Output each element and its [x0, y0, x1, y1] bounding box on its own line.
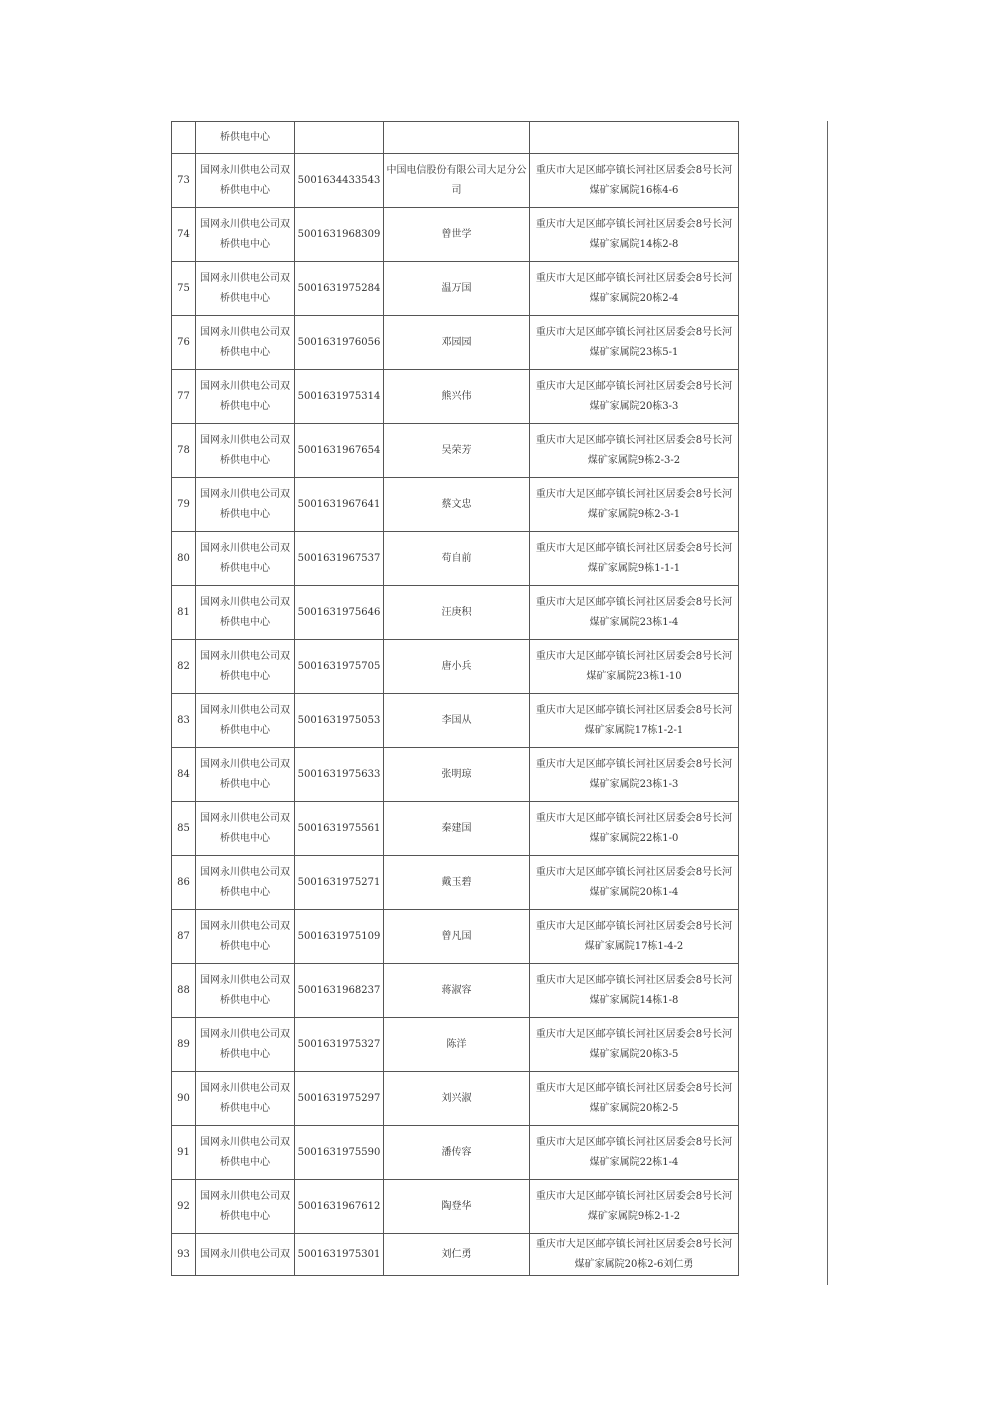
table-row [172, 316, 739, 370]
cell-account [295, 1126, 384, 1180]
table-row [172, 586, 739, 640]
cell-no [172, 154, 196, 208]
table-row [172, 640, 739, 694]
cell-address [530, 586, 739, 640]
cell-no-line-1: 85 [177, 822, 190, 834]
cell-org-line-1: 国网永川供电公司双 [200, 812, 290, 824]
cell-name [384, 478, 530, 532]
cell-no [172, 586, 196, 640]
cell-name [384, 1180, 530, 1234]
cell-org-line-1: 国网永川供电公司双 [200, 326, 290, 338]
cell-no-line-1: 80 [177, 552, 190, 564]
cell-address [530, 640, 739, 694]
cell-address-line-2: 煤矿家属院9栋2-3-1 [587, 508, 681, 520]
cell-address-line-2: 煤矿家属院9栋2-1-2 [587, 1210, 681, 1222]
cell-account [295, 640, 384, 694]
cell-account [295, 802, 384, 856]
cell-address-line-1: 重庆市大足区邮亭镇长河社区居委会8号长河 [535, 164, 733, 176]
cell-address-line-1: 重庆市大足区邮亭镇长河社区居委会8号长河 [535, 1136, 733, 1148]
cell-name [384, 1126, 530, 1180]
cell-no [172, 208, 196, 262]
cell-org [196, 532, 295, 586]
cell-org-line-1: 国网永川供电公司双 [200, 1190, 290, 1202]
cell-account-line-1: 5001631975561 [297, 822, 381, 834]
cell-name [384, 316, 530, 370]
cell-org [196, 748, 295, 802]
cell-address [530, 694, 739, 748]
cell-org-line-2: 桥供电中心 [220, 670, 270, 682]
cell-name [384, 856, 530, 910]
cell-address-line-1: 重庆市大足区邮亭镇长河社区居委会8号长河 [535, 542, 733, 554]
cell-org-line-1: 国网永川供电公司双 [200, 650, 290, 662]
cell-address-line-2: 煤矿家属院17栋1-4-2 [584, 940, 684, 952]
cell-org [196, 478, 295, 532]
cell-address-line-2: 煤矿家属院14栋2-8 [589, 238, 679, 250]
cell-address-line-1: 重庆市大足区邮亭镇长河社区居委会8号长河 [535, 1190, 733, 1202]
cell-org [196, 1018, 295, 1072]
table-row [172, 910, 739, 964]
cell-address-line-2: 煤矿家属院14栋1-8 [589, 994, 679, 1006]
cell-name-line-1: 蒋淑容 [441, 984, 472, 996]
cell-address-line-2: 煤矿家属院22栋1-4 [589, 1156, 679, 1168]
cell-address [530, 122, 739, 154]
cell-name [384, 1234, 530, 1276]
cell-no [172, 122, 196, 154]
cell-name-line-1: 汪庚积 [441, 606, 472, 618]
cell-name-line-1: 曾世学 [441, 228, 472, 240]
cell-org-line-1: 国网永川供电公司双 [200, 164, 290, 176]
cell-address-line-2: 煤矿家属院20栋2-5 [589, 1102, 679, 1114]
cell-no [172, 1072, 196, 1126]
cell-no-line-1: 87 [177, 930, 190, 942]
cell-address [530, 910, 739, 964]
customer-table [171, 121, 739, 1276]
cell-org: 桥供电中心 [196, 122, 295, 154]
cell-address [530, 802, 739, 856]
cell-name [384, 1072, 530, 1126]
cell-org-line-1: 国网永川供电公司双 [200, 920, 290, 932]
cell-address-line-2: 煤矿家属院23栋5-1 [589, 346, 679, 358]
cell-org-line-2: 桥供电中心 [220, 1102, 270, 1114]
cell-name [384, 532, 530, 586]
cell-account-line-1: 5001631967641 [297, 498, 381, 510]
cell-org [196, 208, 295, 262]
cell-account [295, 1234, 384, 1276]
cell-org-line-1: 国网永川供电公司双 [200, 1136, 290, 1148]
cell-org-line-2: 桥供电中心 [220, 184, 270, 196]
cell-no-line-1: 83 [177, 714, 190, 726]
cell-name-line-1: 苟自前 [441, 552, 472, 564]
cell-org-line-2: 桥供电中心 [220, 616, 270, 628]
table-row [172, 748, 739, 802]
cell-address-line-1: 重庆市大足区邮亭镇长河社区居委会8号长河 [535, 650, 733, 662]
cell-account [295, 1018, 384, 1072]
cell-org-line-1: 国网永川供电公司双 [200, 974, 290, 986]
cell-address-line-1: 重庆市大足区邮亭镇长河社区居委会8号长河 [535, 758, 733, 770]
cell-name [384, 802, 530, 856]
cell-name [384, 748, 530, 802]
cell-org-line-2: 桥供电中心 [220, 508, 270, 520]
cell-name-line-1: 唐小兵 [441, 660, 472, 672]
table-row [172, 1180, 739, 1234]
cell-account-line-1: 5001631975271 [297, 876, 381, 888]
cell-account [295, 122, 384, 154]
cell-address-line-2: 煤矿家属院20栋3-3 [589, 400, 679, 412]
cell-org-line-2: 桥供电中心 [220, 1048, 270, 1060]
cell-address [530, 154, 739, 208]
cell-org [196, 1126, 295, 1180]
cell-no [172, 964, 196, 1018]
cell-address-line-1: 重庆市大足区邮亭镇长河社区居委会8号长河 [535, 920, 733, 932]
cell-address [530, 478, 739, 532]
table-row [172, 1126, 739, 1180]
cell-no [172, 532, 196, 586]
cell-address [530, 208, 739, 262]
cell-org [196, 586, 295, 640]
cell-name-line-1: 蔡文忠 [441, 498, 472, 510]
cell-name [384, 964, 530, 1018]
cell-no [172, 1180, 196, 1234]
cell-no [172, 910, 196, 964]
cell-address-line-2: 煤矿家属院9栋2-3-2 [587, 454, 681, 466]
cell-account-line-1: 5001631975297 [297, 1092, 381, 1104]
cell-name [384, 694, 530, 748]
cell-account-line-1: 5001631975284 [297, 282, 381, 294]
table-row [172, 478, 739, 532]
cell-org-line-2: 桥供电中心 [220, 778, 270, 790]
cell-address [530, 1234, 739, 1276]
cell-account [295, 748, 384, 802]
cell-no-line-1: 75 [177, 282, 190, 294]
cell-org-line-1: 国网永川供电公司双 [200, 218, 290, 230]
cell-address-line-1: 重庆市大足区邮亭镇长河社区居委会8号长河 [535, 434, 733, 446]
cell-account [295, 964, 384, 1018]
cell-address-line-1: 重庆市大足区邮亭镇长河社区居委会8号长河 [535, 488, 733, 500]
cell-no-line-1: 93 [177, 1248, 190, 1260]
cell-org-line-1: 国网永川供电公司双 [200, 758, 290, 770]
cell-account-line-1: 5001631975301 [297, 1248, 381, 1260]
cell-address [530, 1018, 739, 1072]
cell-account [295, 424, 384, 478]
cell-org-line-2: 桥供电中心 [220, 400, 270, 412]
cell-no [172, 1018, 196, 1072]
cell-account [295, 532, 384, 586]
cell-no-line-1: 73 [177, 174, 190, 186]
cell-name-line-1: 秦建国 [441, 822, 472, 834]
cell-org-line-2: 桥供电中心 [220, 886, 270, 898]
cell-org-line-2: 桥供电中心 [220, 238, 270, 250]
cell-address [530, 316, 739, 370]
cell-address [530, 262, 739, 316]
cell-no-line-1: 81 [177, 606, 190, 618]
cell-no-line-1: 77 [177, 390, 190, 402]
cell-name-line-1: 温万国 [441, 282, 472, 294]
cell-account-line-1: 5001631967612 [297, 1200, 381, 1212]
cell-org [196, 424, 295, 478]
cell-no-line-1: 86 [177, 876, 190, 888]
cell-address-line-1: 重庆市大足区邮亭镇长河社区居委会8号长河 [535, 812, 733, 824]
cell-org-line-2: 桥供电中心 [220, 454, 270, 466]
cell-address-line-1: 重庆市大足区邮亭镇长河社区居委会8号长河 [535, 326, 733, 338]
cell-no [172, 748, 196, 802]
table-row [172, 964, 739, 1018]
cell-address-line-2: 煤矿家属院20栋2-4 [589, 292, 679, 304]
cell-account [295, 154, 384, 208]
cell-org-line-1: 国网永川供电公司双 [200, 866, 290, 878]
table-row [172, 154, 739, 208]
cell-name [384, 122, 530, 154]
cell-name [384, 262, 530, 316]
cell-account [295, 856, 384, 910]
cell-name-line-1: 曾凡国 [441, 930, 472, 942]
cell-address [530, 856, 739, 910]
cell-name-line-1: 熊兴伟 [441, 390, 472, 402]
cell-address [530, 1072, 739, 1126]
cell-account-line-1: 5001631975327 [297, 1038, 381, 1050]
cell-org [196, 1180, 295, 1234]
cell-account-line-1: 5001631968309 [297, 228, 381, 240]
cell-name-line-1: 张明琼 [441, 768, 472, 780]
cell-org-line-1: 国网永川供电公司双 [200, 542, 290, 554]
cell-address-line-1: 重庆市大足区邮亭镇长河社区居委会8号长河 [535, 1238, 733, 1250]
cell-no [172, 802, 196, 856]
cell-name [384, 424, 530, 478]
cell-account [295, 586, 384, 640]
cell-account-line-1: 5001631975314 [297, 390, 381, 402]
cell-no-line-1: 84 [177, 768, 190, 780]
cell-org [196, 316, 295, 370]
cell-org-line-1: 国网永川供电公司双 [200, 704, 290, 716]
cell-no [172, 694, 196, 748]
cell-name [384, 208, 530, 262]
cell-org [196, 1072, 295, 1126]
cell-org-line-1: 国网永川供电公司双 [200, 272, 290, 284]
cell-address-line-2: 煤矿家属院9栋1-1-1 [587, 562, 681, 574]
cell-org-line-1: 国网永川供电公司双 [200, 596, 290, 608]
cell-account [295, 1180, 384, 1234]
cell-org [196, 1234, 295, 1276]
cell-org-line-2: 桥供电中心 [220, 1210, 270, 1222]
cell-org-line-1: 国网永川供电公司双 [200, 380, 290, 392]
cell-org [196, 910, 295, 964]
cell-no-line-1: 76 [177, 336, 190, 348]
cell-account-line-1: 5001631975633 [297, 768, 381, 780]
table-row [172, 1018, 739, 1072]
cell-no [172, 1126, 196, 1180]
cell-address-line-2: 煤矿家属院23栋1-10 [586, 670, 682, 682]
table-row [172, 856, 739, 910]
cell-name [384, 1018, 530, 1072]
cell-account-line-1: 5001631976056 [297, 336, 381, 348]
cell-name-line-1: 刘兴淑 [441, 1092, 472, 1104]
cell-org [196, 802, 295, 856]
cell-org-line-2: 桥供电中心 [220, 940, 270, 952]
cell-org [196, 856, 295, 910]
cell-address [530, 532, 739, 586]
cell-address-line-1: 重庆市大足区邮亭镇长河社区居委会8号长河 [535, 1082, 733, 1094]
cell-no [172, 478, 196, 532]
cell-no [172, 370, 196, 424]
cell-no [172, 1234, 196, 1276]
cell-no-line-1: 82 [177, 660, 190, 672]
cell-name-line-1: 邓园园 [441, 336, 472, 348]
cell-account [295, 694, 384, 748]
cell-address-line-2: 煤矿家属院20栋1-4 [589, 886, 679, 898]
table-row-continued [172, 122, 739, 154]
cell-no-line-1: 74 [177, 228, 190, 240]
cell-name-line-1: 刘仁勇 [441, 1248, 472, 1260]
cell-name-line-1: 潘传容 [441, 1146, 472, 1158]
cell-address [530, 748, 739, 802]
cell-name-line-1: 中国电信股份有限公司大足分公司 [386, 164, 527, 196]
cell-org-line-1: 国网永川供电公司双 [200, 1028, 290, 1040]
cell-org-line-2: 桥供电中心 [220, 1156, 270, 1168]
cell-name [384, 910, 530, 964]
cell-name [384, 586, 530, 640]
cell-address [530, 370, 739, 424]
cell-name-line-1: 吴荣芳 [441, 444, 472, 456]
cell-account-line-1: 5001631968237 [297, 984, 381, 996]
cell-address [530, 964, 739, 1018]
cell-address-line-1: 重庆市大足区邮亭镇长河社区居委会8号长河 [535, 380, 733, 392]
cell-org [196, 262, 295, 316]
table-row [172, 370, 739, 424]
cell-address [530, 1180, 739, 1234]
cell-org-line-2: 桥供电中心 [220, 292, 270, 304]
cell-name-line-1: 李国从 [441, 714, 472, 726]
cell-org-line-2: 桥供电中心 [220, 994, 270, 1006]
cell-org [196, 694, 295, 748]
cell-account [295, 370, 384, 424]
cell-account [295, 1072, 384, 1126]
cell-account [295, 208, 384, 262]
cell-org [196, 964, 295, 1018]
cell-account-line-1: 5001631967654 [297, 444, 381, 456]
cell-address [530, 424, 739, 478]
cell-org-line-2: 桥供电中心 [220, 562, 270, 574]
cell-no-line-1: 79 [177, 498, 190, 510]
cell-account [295, 262, 384, 316]
cell-address [530, 1126, 739, 1180]
table-row [172, 532, 739, 586]
cell-no [172, 262, 196, 316]
cell-no-line-1: 92 [177, 1200, 190, 1212]
cell-account [295, 478, 384, 532]
cell-address-line-1: 重庆市大足区邮亭镇长河社区居委会8号长河 [535, 218, 733, 230]
cell-no [172, 640, 196, 694]
cell-name-line-1: 戴玉碧 [441, 876, 472, 888]
cell-no [172, 316, 196, 370]
cell-org [196, 370, 295, 424]
cell-account [295, 316, 384, 370]
cell-account [295, 910, 384, 964]
cell-no [172, 424, 196, 478]
cell-no [172, 856, 196, 910]
cell-account-line-1: 5001631975646 [297, 606, 381, 618]
table-row [172, 208, 739, 262]
table-row [172, 1234, 739, 1276]
cell-address-line-1: 重庆市大足区邮亭镇长河社区居委会8号长河 [535, 272, 733, 284]
cell-account-line-1: 5001631975705 [297, 660, 381, 672]
cell-no-line-1: 90 [177, 1092, 190, 1104]
cell-address-line-2: 煤矿家属院22栋1-0 [589, 832, 679, 844]
cell-no-line-1: 88 [177, 984, 190, 996]
cell-account-line-1: 5001631975053 [297, 714, 381, 726]
cell-org [196, 640, 295, 694]
table-row [172, 424, 739, 478]
cell-org-line-1: 国网永川供电公司双 [200, 1248, 290, 1260]
page-margin-line [827, 121, 828, 1285]
cell-name [384, 154, 530, 208]
table-row [172, 694, 739, 748]
cell-address-line-1: 重庆市大足区邮亭镇长河社区居委会8号长河 [535, 704, 733, 716]
cell-org-line-2: 桥供电中心 [220, 832, 270, 844]
cell-address-line-1: 重庆市大足区邮亭镇长河社区居委会8号长河 [535, 866, 733, 878]
cell-account-line-1: 5001631975109 [297, 930, 381, 942]
table-row [172, 802, 739, 856]
table-body [172, 122, 739, 1276]
cell-address-line-2: 煤矿家属院23栋1-3 [589, 778, 679, 790]
cell-org-line-1: 国网永川供电公司双 [200, 434, 290, 446]
cell-address-line-1: 重庆市大足区邮亭镇长河社区居委会8号长河 [535, 1028, 733, 1040]
cell-org-line-1: 国网永川供电公司双 [200, 1082, 290, 1094]
cell-no-line-1: 91 [177, 1146, 190, 1158]
cell-org-line-2: 桥供电中心 [220, 724, 270, 736]
cell-no-line-1: 78 [177, 444, 190, 456]
cell-name-line-1: 陶登华 [441, 1200, 472, 1212]
cell-org [196, 154, 295, 208]
cell-no-line-1: 89 [177, 1038, 190, 1050]
cell-address-line-2: 煤矿家属院20栋3-5 [589, 1048, 679, 1060]
cell-address-line-2: 煤矿家属院23栋1-4 [589, 616, 679, 628]
cell-address-line-2: 煤矿家属院17栋1-2-1 [584, 724, 684, 736]
table-row [172, 1072, 739, 1126]
cell-address-line-2: 煤矿家属院20栋2-6刘仁勇 [574, 1258, 694, 1270]
table-row [172, 262, 739, 316]
cell-org-line-2: 桥供电中心 [220, 346, 270, 358]
cell-address-line-1: 重庆市大足区邮亭镇长河社区居委会8号长河 [535, 974, 733, 986]
cell-org-line-1: 国网永川供电公司双 [200, 488, 290, 500]
cell-name-line-1: 陈洋 [446, 1038, 467, 1050]
cell-name [384, 640, 530, 694]
cell-account-line-1: 5001634433543 [297, 174, 381, 186]
cell-account-line-1: 5001631967537 [297, 552, 381, 564]
cell-address-line-2: 煤矿家属院16栋4-6 [589, 184, 679, 196]
cell-account-line-1: 5001631975590 [297, 1146, 381, 1158]
cell-name [384, 370, 530, 424]
cell-address-line-1: 重庆市大足区邮亭镇长河社区居委会8号长河 [535, 596, 733, 608]
